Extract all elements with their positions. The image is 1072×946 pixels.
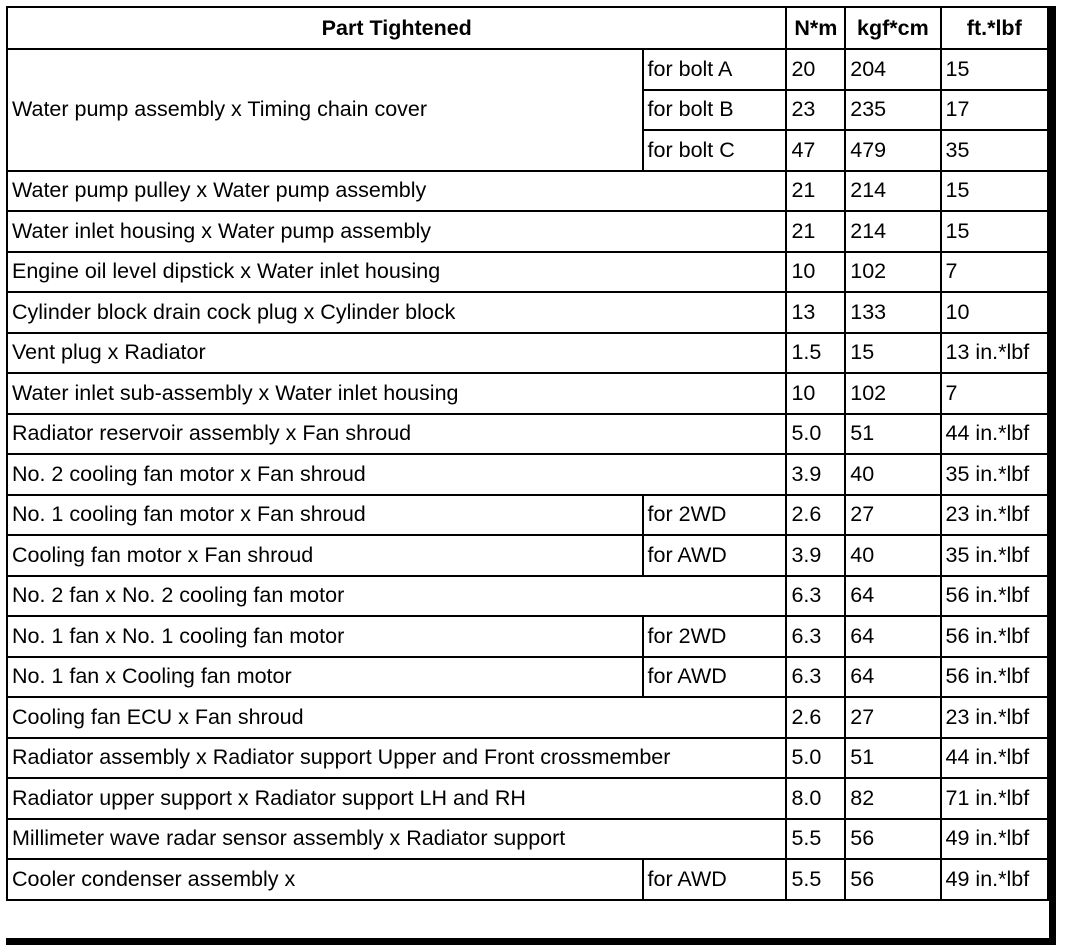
part-cell: No. 1 fan x Cooling fan motor (7, 657, 643, 698)
condition-cell: for 2WD (643, 616, 787, 657)
kgf-cell: 82 (845, 778, 940, 819)
table-row (7, 819, 1048, 860)
ft-cell: 56 in.*lbf (941, 657, 1048, 698)
nm-cell: 6.3 (786, 616, 845, 657)
kgf-cell: 40 (845, 535, 940, 576)
table-row (7, 576, 1048, 617)
condition-cell: for AWD (643, 535, 787, 576)
table-row (7, 49, 1048, 90)
part-cell: Millimeter wave radar sensor assembly x Radiator support (7, 819, 786, 860)
kgf-cell: 64 (845, 657, 940, 698)
table-row (7, 333, 1048, 374)
ft-cell: 15 (941, 211, 1048, 252)
kgf-cell: 479 (845, 130, 940, 171)
table-body (7, 49, 1048, 900)
kgf-cell: 64 (845, 576, 940, 617)
nm-cell: 2.6 (786, 495, 845, 536)
part-cell: Water inlet sub-assembly x Water inlet housing (7, 373, 786, 414)
header-nm: N*m (786, 7, 845, 49)
nm-cell: 13 (786, 292, 845, 333)
part-cell: Vent plug x Radiator (7, 333, 786, 374)
nm-cell: 23 (786, 90, 845, 131)
ft-cell: 35 (941, 130, 1048, 171)
part-cell: Cooler condenser assembly x (7, 859, 643, 900)
kgf-cell: 133 (845, 292, 940, 333)
kgf-cell: 56 (845, 819, 940, 860)
table-row (7, 616, 1048, 657)
nm-cell: 6.3 (786, 657, 845, 698)
nm-cell: 5.0 (786, 414, 845, 455)
kgf-cell: 27 (845, 495, 940, 536)
condition-cell: for bolt C (643, 130, 787, 171)
torque-table-frame (6, 6, 1056, 945)
condition-cell: for AWD (643, 657, 787, 698)
table-row (7, 211, 1048, 252)
part-cell: Cooling fan motor x Fan shroud (7, 535, 643, 576)
kgf-cell: 214 (845, 171, 940, 212)
part-cell: Water inlet housing x Water pump assembly (7, 211, 786, 252)
ft-cell: 44 in.*lbf (941, 738, 1048, 779)
condition-cell: for bolt B (643, 90, 787, 131)
table-row (7, 859, 1048, 900)
part-cell: Water pump assembly x Timing chain cover (7, 49, 643, 171)
kgf-cell: 102 (845, 252, 940, 293)
condition-cell: for 2WD (643, 495, 787, 536)
ft-cell: 49 in.*lbf (941, 819, 1048, 860)
part-cell: Radiator reservoir assembly x Fan shroud (7, 414, 786, 455)
part-cell: No. 2 fan x No. 2 cooling fan motor (7, 576, 786, 617)
nm-cell: 21 (786, 211, 845, 252)
part-cell: Engine oil level dipstick x Water inlet housing (7, 252, 786, 293)
header-kgf-cm: kgf*cm (845, 7, 940, 49)
part-cell: No. 1 cooling fan motor x Fan shroud (7, 495, 643, 536)
ft-cell: 7 (941, 252, 1048, 293)
kgf-cell: 56 (845, 859, 940, 900)
part-cell: Water pump pulley x Water pump assembly (7, 171, 786, 212)
ft-cell: 15 (941, 171, 1048, 212)
kgf-cell: 51 (845, 414, 940, 455)
kgf-cell: 204 (845, 49, 940, 90)
nm-cell: 2.6 (786, 697, 845, 738)
ft-cell: 17 (941, 90, 1048, 131)
table-row (7, 657, 1048, 698)
kgf-cell: 40 (845, 454, 940, 495)
ft-cell: 23 in.*lbf (941, 697, 1048, 738)
table-row (7, 373, 1048, 414)
header-part-tightened: Part Tightened (7, 7, 786, 49)
table-row (7, 252, 1048, 293)
ft-cell: 23 in.*lbf (941, 495, 1048, 536)
part-cell: Cylinder block drain cock plug x Cylinder block (7, 292, 786, 333)
ft-cell: 7 (941, 373, 1048, 414)
nm-cell: 8.0 (786, 778, 845, 819)
ft-cell: 44 in.*lbf (941, 414, 1048, 455)
part-cell: No. 2 cooling fan motor x Fan shroud (7, 454, 786, 495)
ft-cell: 35 in.*lbf (941, 535, 1048, 576)
table-row (7, 535, 1048, 576)
table-row (7, 495, 1048, 536)
table-row (7, 697, 1048, 738)
nm-cell: 20 (786, 49, 845, 90)
nm-cell: 21 (786, 171, 845, 212)
table-row (7, 454, 1048, 495)
part-cell: Radiator upper support x Radiator support LH and RH (7, 778, 786, 819)
nm-cell: 6.3 (786, 576, 845, 617)
header-ft-lbf: ft.*lbf (941, 7, 1048, 49)
part-cell: No. 1 fan x No. 1 cooling fan motor (7, 616, 643, 657)
table-row (7, 414, 1048, 455)
nm-cell: 3.9 (786, 535, 845, 576)
header-row (7, 7, 1048, 49)
part-cell: Radiator assembly x Radiator support Upper and Front crossmember (7, 738, 786, 779)
ft-cell: 35 in.*lbf (941, 454, 1048, 495)
nm-cell: 47 (786, 130, 845, 171)
ft-cell: 49 in.*lbf (941, 859, 1048, 900)
kgf-cell: 102 (845, 373, 940, 414)
nm-cell: 10 (786, 252, 845, 293)
condition-cell: for AWD (643, 859, 787, 900)
nm-cell: 5.5 (786, 819, 845, 860)
table-row (7, 778, 1048, 819)
ft-cell: 56 in.*lbf (941, 576, 1048, 617)
ft-cell: 10 (941, 292, 1048, 333)
kgf-cell: 15 (845, 333, 940, 374)
nm-cell: 1.5 (786, 333, 845, 374)
table-row (7, 171, 1048, 212)
nm-cell: 5.0 (786, 738, 845, 779)
kgf-cell: 64 (845, 616, 940, 657)
nm-cell: 10 (786, 373, 845, 414)
part-cell: Cooling fan ECU x Fan shroud (7, 697, 786, 738)
ft-cell: 15 (941, 49, 1048, 90)
kgf-cell: 51 (845, 738, 940, 779)
torque-spec-table (6, 6, 1049, 901)
nm-cell: 3.9 (786, 454, 845, 495)
ft-cell: 56 in.*lbf (941, 616, 1048, 657)
ft-cell: 13 in.*lbf (941, 333, 1048, 374)
table-row (7, 738, 1048, 779)
kgf-cell: 235 (845, 90, 940, 131)
ft-cell: 71 in.*lbf (941, 778, 1048, 819)
nm-cell: 5.5 (786, 859, 845, 900)
kgf-cell: 214 (845, 211, 940, 252)
condition-cell: for bolt A (643, 49, 787, 90)
table-row (7, 292, 1048, 333)
kgf-cell: 27 (845, 697, 940, 738)
